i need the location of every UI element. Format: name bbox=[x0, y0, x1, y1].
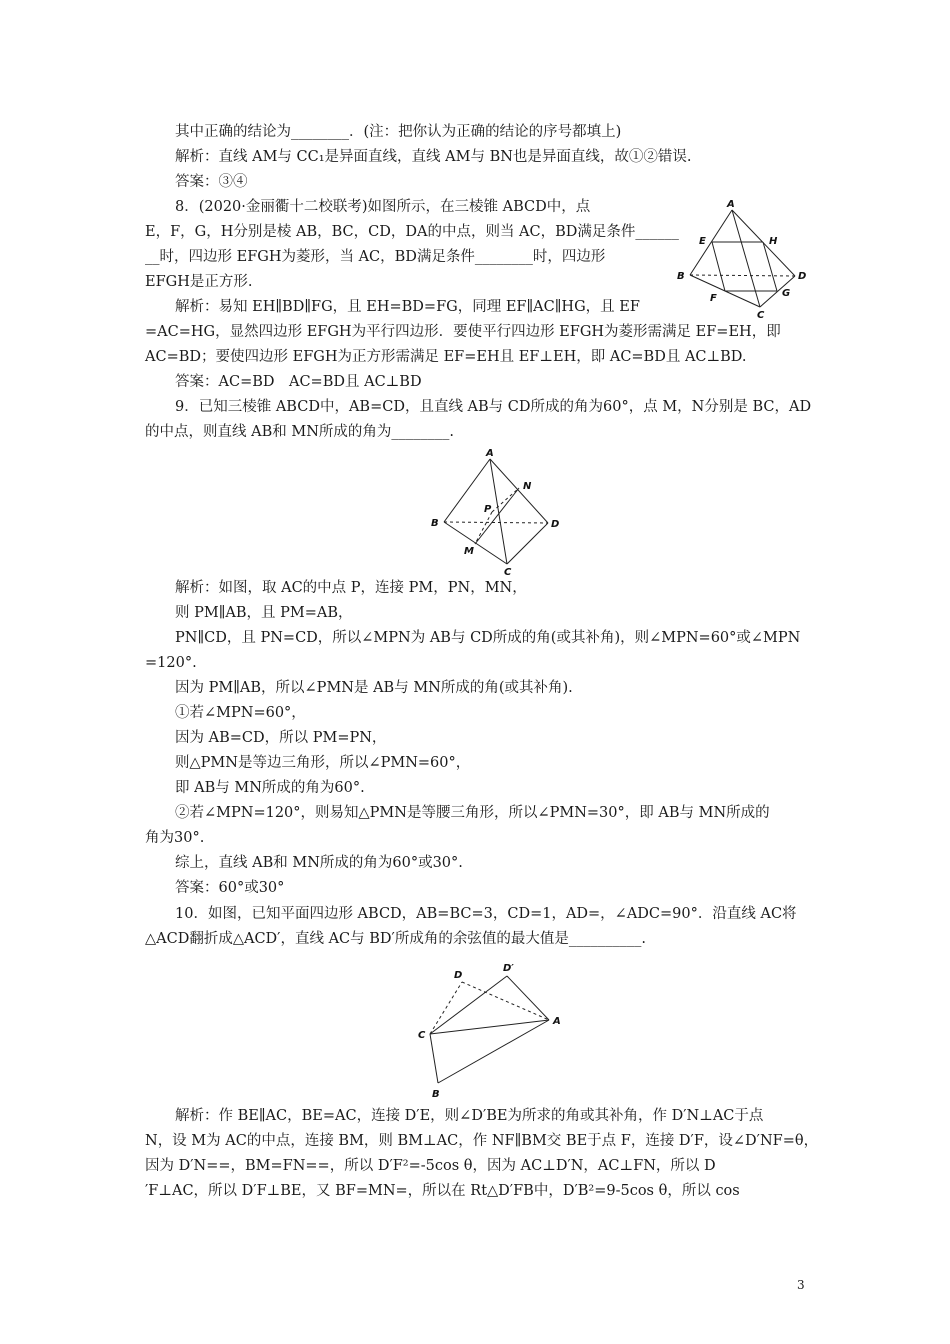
fig9-label: B bbox=[431, 518, 439, 529]
text-line: 因为 PM∥AB，所以∠PMN是 AB与 MN所成的角(或其补角). bbox=[175, 680, 573, 696]
text-line: N，设 M为 AC的中点，连接 BM，则 BM⊥AC，作 NF∥BM交 BE于点 F，连接 D′F，设∠D′NF=θ， bbox=[145, 1133, 819, 1149]
quadrilateral-figure-10 bbox=[412, 957, 572, 1102]
text-line: 解析：易知 EH∥BD∥FG，且 EH=BD=FG，同理 EF∥AC∥HG，且 EF bbox=[175, 299, 640, 315]
fig8-label: E bbox=[699, 236, 706, 247]
text-line: 则△PMN是等边三角形，所以∠PMN=60°， bbox=[175, 755, 471, 771]
fig8-label: G bbox=[782, 288, 791, 299]
text-line: 解析：作 BE∥AC，BE=AC，连接 D′E，则∠D′BE为所求的角或其补角，作 D′N⊥AC于点 bbox=[175, 1108, 764, 1124]
text-line: 8．(2020·金丽衢十二校联考)如图所示，在三棱锥 ABCD中，点 bbox=[175, 199, 591, 215]
text-line: ①若∠MPN=60°， bbox=[175, 705, 306, 721]
text-line: ′F⊥AC，所以 D′F⊥BE，又 BF=MN=，所以在 Rt△D′FB中，D′B²=9-5cos θ，所以 cos bbox=[145, 1183, 740, 1199]
tetrahedron-figure-9 bbox=[420, 445, 570, 577]
fig9-label: A bbox=[486, 448, 494, 459]
text-line: 10．如图，已知平面四边形 ABCD，AB=BC=3，CD=1，AD=，∠ADC=90°．沿直线 AC将 bbox=[175, 906, 797, 922]
fig9-label: D bbox=[551, 519, 560, 530]
text-line: 综上，直线 AB和 MN所成的角为60°或30°. bbox=[175, 855, 463, 871]
text-line: __时，四边形 EFGH为菱形，当 AC，BD满足条件________时，四边形 bbox=[145, 249, 606, 265]
fig8-label: C bbox=[757, 310, 765, 320]
fig8-label: A bbox=[727, 199, 735, 210]
fig9-label: P bbox=[484, 504, 492, 515]
fig9-label: N bbox=[523, 481, 532, 492]
fig10-label: A bbox=[553, 1016, 561, 1027]
fig8-label: D bbox=[798, 271, 807, 282]
text-line: 9．已知三棱锥 ABCD中，AB=CD，且直线 AB与 CD所成的角为60°，点 M，N分别是 BC，AD bbox=[175, 399, 812, 415]
tetrahedron-figure-8 bbox=[665, 195, 815, 320]
fig9-label: C bbox=[504, 567, 512, 577]
text-line: 即 AB与 MN所成的角为60°. bbox=[175, 780, 365, 796]
text-line: 解析：直线 AM与 CC₁是异面直线，直线 AM与 BN也是异面直线，故①②错误. bbox=[175, 149, 692, 165]
text-line: AC=BD；要使四边形 EFGH为正方形需满足 EF=EH且 EF⊥EH，即 AC=BD且 AC⊥BD. bbox=[145, 349, 747, 365]
text-line: 解析：如图，取 AC的中点 P，连接 PM，PN，MN， bbox=[175, 580, 527, 596]
text-line: E，F，G，H分别是棱 AB，BC，CD，DA的中点，则当 AC，BD满足条件______ bbox=[145, 224, 679, 240]
text-line: △ACD翻折成△ACD′，直线 AC与 BD′所成角的余弦值的最大值是__________. bbox=[145, 931, 646, 947]
text-line: ②若∠MPN=120°，则易知△PMN是等腰三角形，所以∠PMN=30°，即 AB与 MN所成的 bbox=[175, 805, 770, 821]
text-line: 的中点，则直线 AB和 MN所成的角为________. bbox=[145, 424, 454, 440]
text-line: EFGH是正方形. bbox=[145, 274, 253, 290]
text-line: PN∥CD，且 PN=CD，所以∠MPN为 AB与 CD所成的角(或其补角)，则∠MPN=60°或∠MPN bbox=[175, 630, 801, 646]
text-line: 答案：60°或30° bbox=[175, 880, 285, 896]
text-line: 则 PM∥AB，且 PM=AB， bbox=[175, 605, 353, 621]
text-line: 答案：AC=BD AC=BD且 AC⊥BD bbox=[175, 374, 422, 390]
text-line: 答案：③④ bbox=[175, 174, 248, 190]
fig9-label: M bbox=[464, 546, 474, 557]
fig10-label: D′ bbox=[503, 963, 514, 974]
fig10-label: C bbox=[418, 1030, 426, 1041]
text-line: 因为 D′N==，BM=FN==，所以 D′F²=-5cos θ，因为 AC⊥D′N，AC⊥FN，所以 D bbox=[145, 1158, 716, 1174]
fig10-label: D bbox=[454, 970, 463, 981]
text-line: =AC=HG，显然四边形 EFGH为平行四边形．要使平行四边形 EFGH为菱形需满足 EF=EH，即 bbox=[145, 324, 781, 340]
fig8-label: B bbox=[677, 271, 685, 282]
page-number: 3 bbox=[797, 1278, 805, 1292]
text-line: 因为 AB=CD，所以 PM=PN， bbox=[175, 730, 387, 746]
text-line: 角为30°. bbox=[145, 830, 205, 846]
text-line: 其中正确的结论为________．(注：把你认为正确的结论的序号都填上) bbox=[175, 124, 622, 140]
fig8-label: F bbox=[710, 293, 717, 304]
text-line: =120°. bbox=[145, 655, 197, 671]
fig10-label: B bbox=[432, 1089, 440, 1100]
fig8-label: H bbox=[769, 236, 778, 247]
